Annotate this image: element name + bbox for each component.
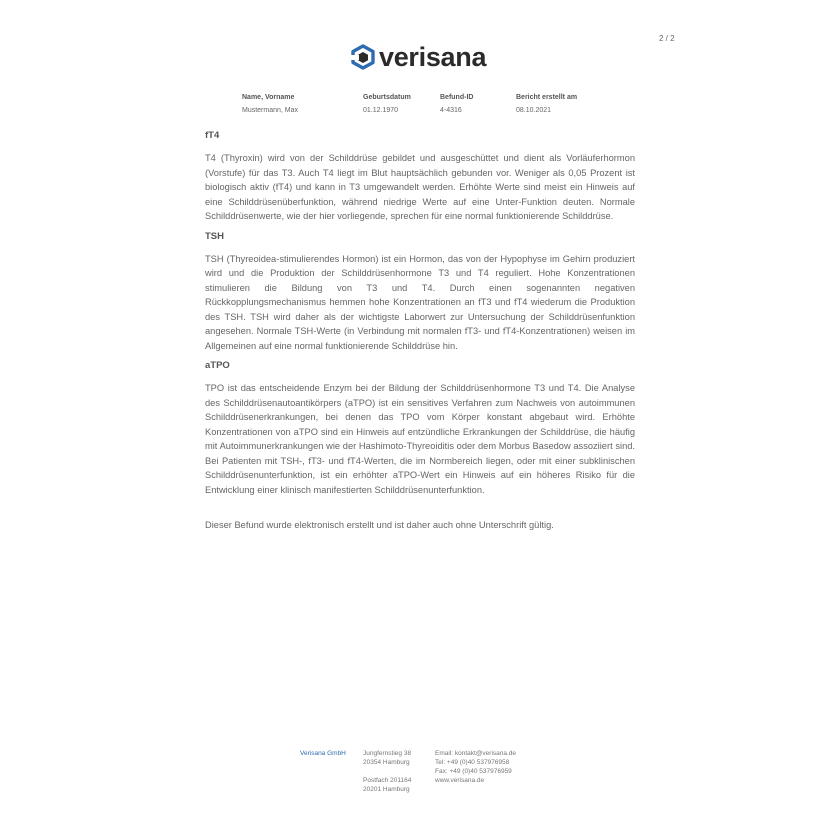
section-text-tsh: TSH (Thyreoidea-stimulierendes Hormon) ist ein Hormon, das von der Hypophyse im Gehirn produziert wird und die Produktion der Schilddrüsenhormone T3 und T4 reguliert. Hohe Konzentrationen stimulieren die Bildung von T3 und T4. Durch einen sogenannten negativen Rückkopplungsmechanismus hemmen hohe Konzentrationen an fT3 und fT4 wiederum die Produktion des TSH. TSH wird daher als der wichtigste Laborwert zur Untersuchung der Schilddrüsenfunktion angesehen. Normale TSH-Werte (in Verbindung mit normalen fT3- und fT4-Konzentrationen) weisen im Allgemeinen auf eine normal funktionierende Schilddrüse hin. (205, 253, 635, 351)
meta-id-label: Befund-ID (440, 94, 474, 101)
footer-contact-col (435, 749, 516, 785)
footer-tel: Tel: +49 (0)40 537976958 (435, 759, 510, 766)
footer-address-col (363, 749, 411, 794)
footer-address-line1: Jungfernstieg 38 (363, 750, 412, 757)
section-text-ft4: T4 (Thyroxin) wird von der Schilddrüse gebildet und ausgeschüttet und dient als Vorläuferhormon (Vorstufe) für das T3. Auch T4 liegt im Blut hauptsächlich gebunden vor. Weniger als 0,05 Prozent ist biologisch aktiv (fT4) und kann in T3 umgewandelt werden. Erhöhte Werte sind meist ein Hinweis auf eine Schilddrüsenüberfunktion, während niedrige Werte auf eine Unter-Funktion deuten. Normale Schilddrüsenwerte, wie der hier vorliegende, sprechen für eine normal funktionierende Schilddrüse. (205, 153, 635, 221)
footer-web[interactable]: www.verisana.de (435, 777, 485, 784)
meta-report (516, 94, 578, 114)
meta-report-label: Bericht erstellt am (516, 94, 578, 101)
footer-address-line2: 20354 Hamburg (363, 759, 410, 766)
meta-name-label: Name, Vorname (242, 94, 295, 101)
footer-email[interactable]: Email: kontakt@verisana.de (435, 750, 517, 757)
footer-postbox-line2: 20201 Hamburg (363, 786, 410, 793)
footer-company: Verisana GmbH (300, 750, 346, 757)
section-heading-tsh: TSH (205, 230, 224, 242)
meta-dob (363, 94, 411, 114)
section-text-atpo: TPO ist das entscheidende Enzym bei der Bildung der Schilddrüsenhormone T3 und T4. Die Analyse des Schilddrüsenautoantikörpers (aTPO) ist ein sensitives Verfahren zum Nachweis von autoimmunen Schilddrüsenerkrankungen, bei denen das TPO vom Körper konstant abgebaut wird. Erhöhte Konzentrationen von aTPO sind ein Hinweis auf entzündliche Erkrankungen der Schilddrüse, die häufig mit Autoimmunerkrankungen wie der Hashimoto-Thyreoiditis oder dem Morbus Basedow assoziiert sind. Bei Patienten mit TSH-, fT3- und fT4-Werten, die im Normbereich liegen, oder mit einer subklinischen Schilddrüsenunterfunktion, ist ein erhöhter aTPO-Wert ein Hinweis auf ein höheres Risiko für die Entwicklung einer klinisch manifestierten Schilddrüsenunterfunktion. (205, 383, 635, 495)
signature-note: Dieser Befund wurde elektronisch erstellt und ist daher auch ohne Unterschrift gültig. (205, 520, 554, 530)
page-number: 2 / 2 (659, 34, 675, 43)
meta-report-value: 08.10.2021 (516, 107, 552, 114)
report-body (205, 130, 635, 540)
hexagon-logo-icon (350, 44, 376, 70)
meta-dob-value: 01.12.1970 (363, 107, 399, 114)
footer-fax: Fax: +49 (0)40 537976959 (435, 768, 512, 775)
meta-dob-label: Geburtsdatum (363, 94, 411, 101)
meta-id (440, 94, 474, 114)
footer-postbox-line1: Postfach 201164 (363, 777, 412, 784)
meta-id-value: 4-4316 (440, 107, 462, 114)
section-heading-atpo: aTPO (205, 360, 230, 371)
meta-name (242, 94, 299, 114)
brand-name: verisana (379, 42, 487, 72)
meta-name-value: Mustermann, Max (242, 107, 299, 114)
brand-logo (350, 44, 486, 70)
footer-company-col (300, 749, 346, 758)
section-heading-ft4: fT4 (205, 130, 220, 141)
